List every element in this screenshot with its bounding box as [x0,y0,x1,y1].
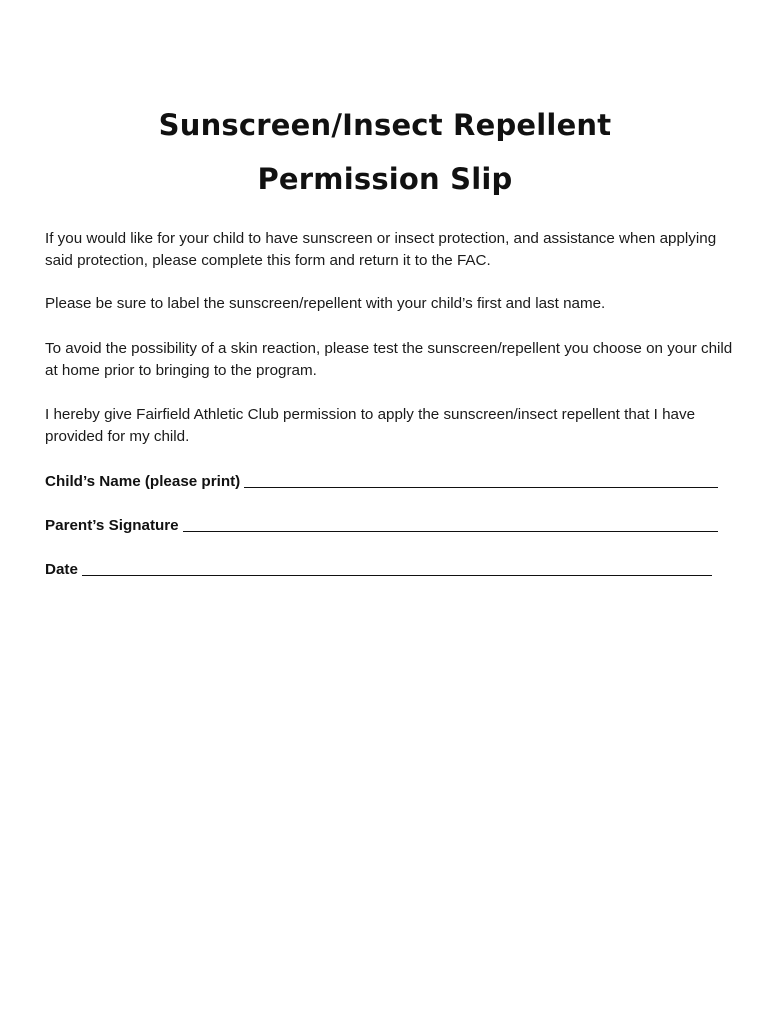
parent-signature-label: Parent’s Signature [45,517,179,534]
intro-paragraph: If you would like for your child to have sunscreen or insect protection, and assistance when applying said protection, please complete this form and return it to the FAC. [45,230,717,269]
child-name-field [45,471,718,490]
parent-signature-field [45,515,718,534]
permission-statement-paragraph: I hereby give Fairfield Athletic Club permission to apply the sunscreen/insect repellent that I have provided for my child. [45,406,696,445]
parent-signature-blank[interactable] [183,517,718,532]
child-name-blank[interactable] [244,473,718,488]
label-instruction-paragraph: Please be sure to label the sunscreen/repellent with your child’s first and last name. [45,295,606,312]
document-title-line-1: Sunscreen/Insect Repellent [158,108,612,142]
date-blank[interactable] [82,561,712,576]
document-title-line-2: Permission Slip [257,162,513,196]
child-name-label: Child’s Name (please print) [45,473,241,490]
skin-test-paragraph: To avoid the possibility of a skin reaction, please test the sunscreen/repellent you choose on your child at home prior to bringing to the program. [45,340,733,379]
date-field [45,559,712,578]
date-label: Date [45,561,78,578]
